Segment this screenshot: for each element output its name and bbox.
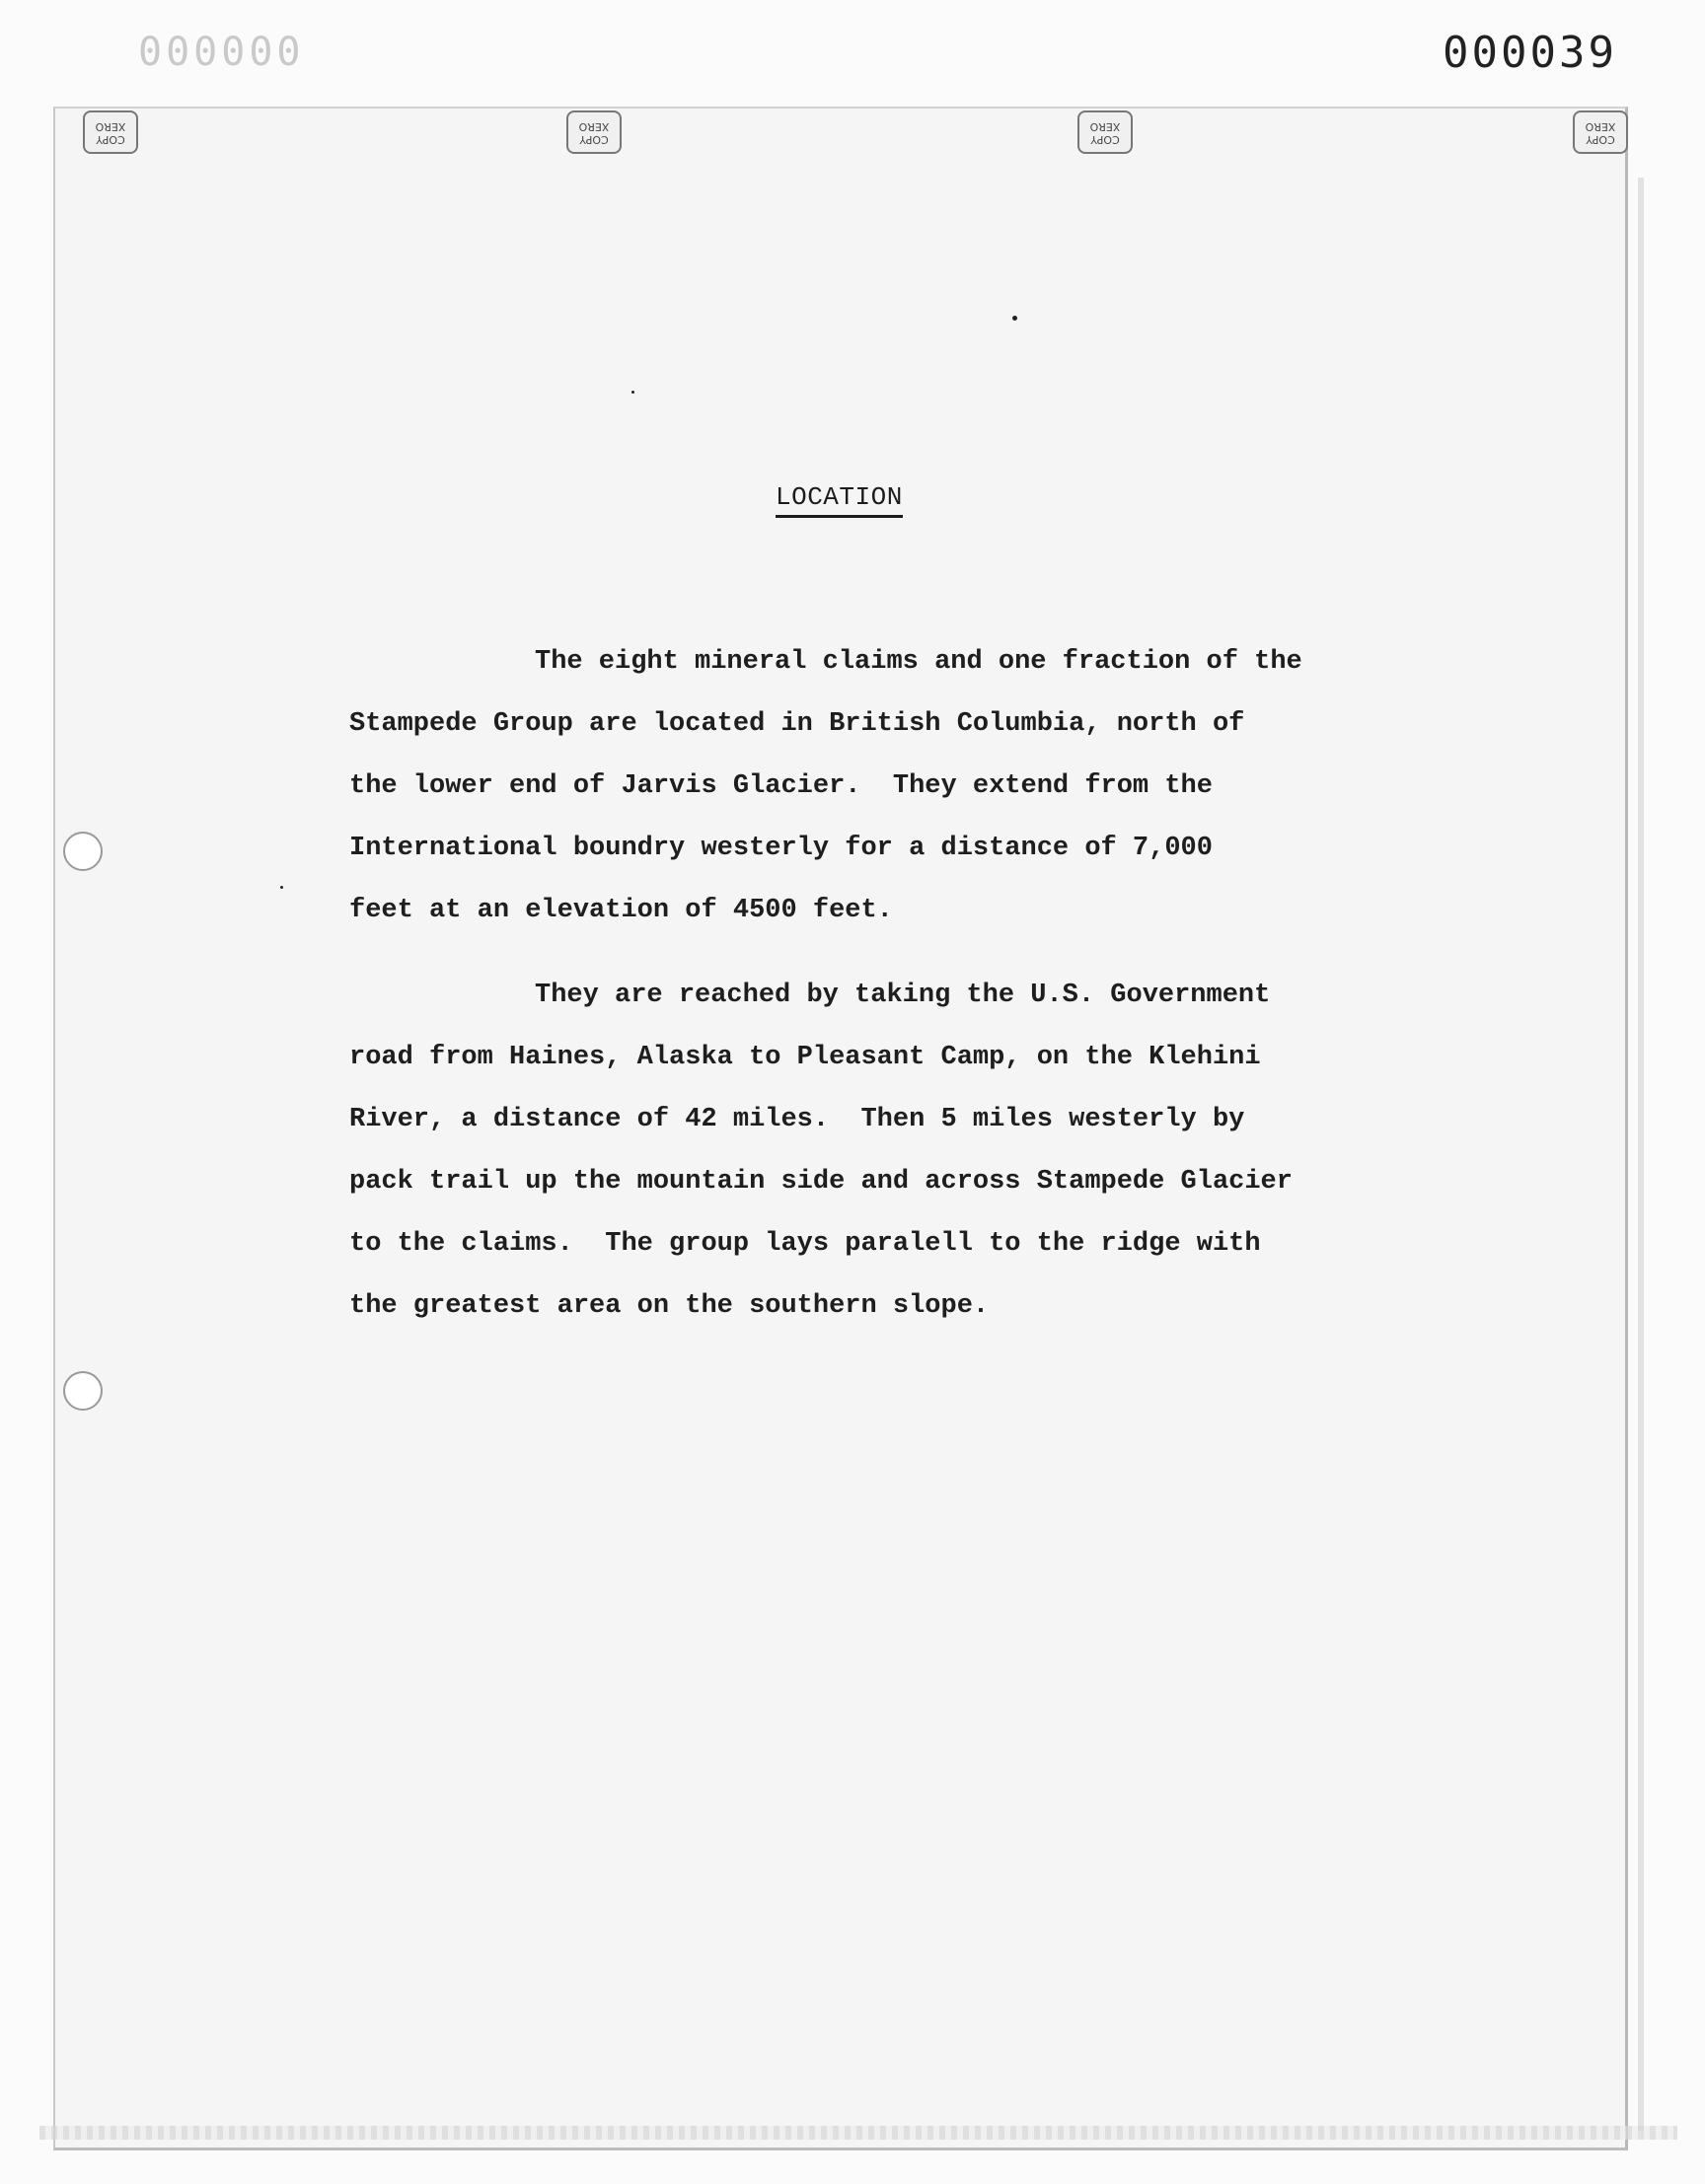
xero-tab-line-2: XERO <box>1585 120 1616 133</box>
xero-copy-tab <box>83 110 138 154</box>
xero-tab-line-2: XERO <box>578 120 610 133</box>
toner-speck <box>631 391 634 394</box>
page-edge-bottom <box>39 2126 1677 2140</box>
binder-hole-lower <box>63 1371 103 1411</box>
text-line: feet at an elevation of 4500 feet. <box>349 896 893 925</box>
toner-speck <box>280 886 283 889</box>
xero-tab-line-1: COPY <box>96 133 125 146</box>
paragraph-1 <box>349 631 1464 942</box>
text-line: Stampede Group are located in British Columbia, north of <box>349 709 1245 739</box>
xero-tab-line-2: XERO <box>95 120 126 133</box>
xero-copy-tab <box>566 110 622 154</box>
text-line: The eight mineral claims and one fraction of the <box>535 647 1302 677</box>
page-edge-right <box>1638 178 1644 2131</box>
text-line: pack trail up the mountain side and across Stampede Glacier <box>349 1167 1293 1197</box>
page-title: LOCATION <box>776 482 903 518</box>
xero-copy-tab <box>1077 110 1133 154</box>
text-line: They are reached by taking the U.S. Government <box>535 981 1271 1010</box>
ghost-page-number-stamp: 000000 <box>138 30 305 75</box>
binder-hole-upper <box>63 832 103 871</box>
xero-tab-line-1: COPY <box>1586 133 1615 146</box>
text-line: River, a distance of 42 miles. Then 5 miles westerly by <box>349 1105 1245 1134</box>
text-line: road from Haines, Alaska to Pleasant Camp, on the Klehini <box>349 1043 1261 1072</box>
xero-tab-line-1: COPY <box>579 133 609 146</box>
text-line: the lower end of Jarvis Glacier. They extend from the <box>349 771 1213 801</box>
text-line: to the claims. The group lays paralell to the ridge with <box>349 1229 1261 1259</box>
xero-copy-tab <box>1573 110 1628 154</box>
toner-speck <box>1012 316 1017 321</box>
text-line: the greatest area on the southern slope. <box>349 1291 990 1321</box>
xero-tab-line-1: COPY <box>1090 133 1120 146</box>
paragraph-2 <box>349 965 1464 1338</box>
page-number-stamp: 000039 <box>1443 28 1617 78</box>
text-line: International boundry westerly for a distance of 7,000 <box>349 834 1213 863</box>
xero-tab-line-2: XERO <box>1089 120 1121 133</box>
